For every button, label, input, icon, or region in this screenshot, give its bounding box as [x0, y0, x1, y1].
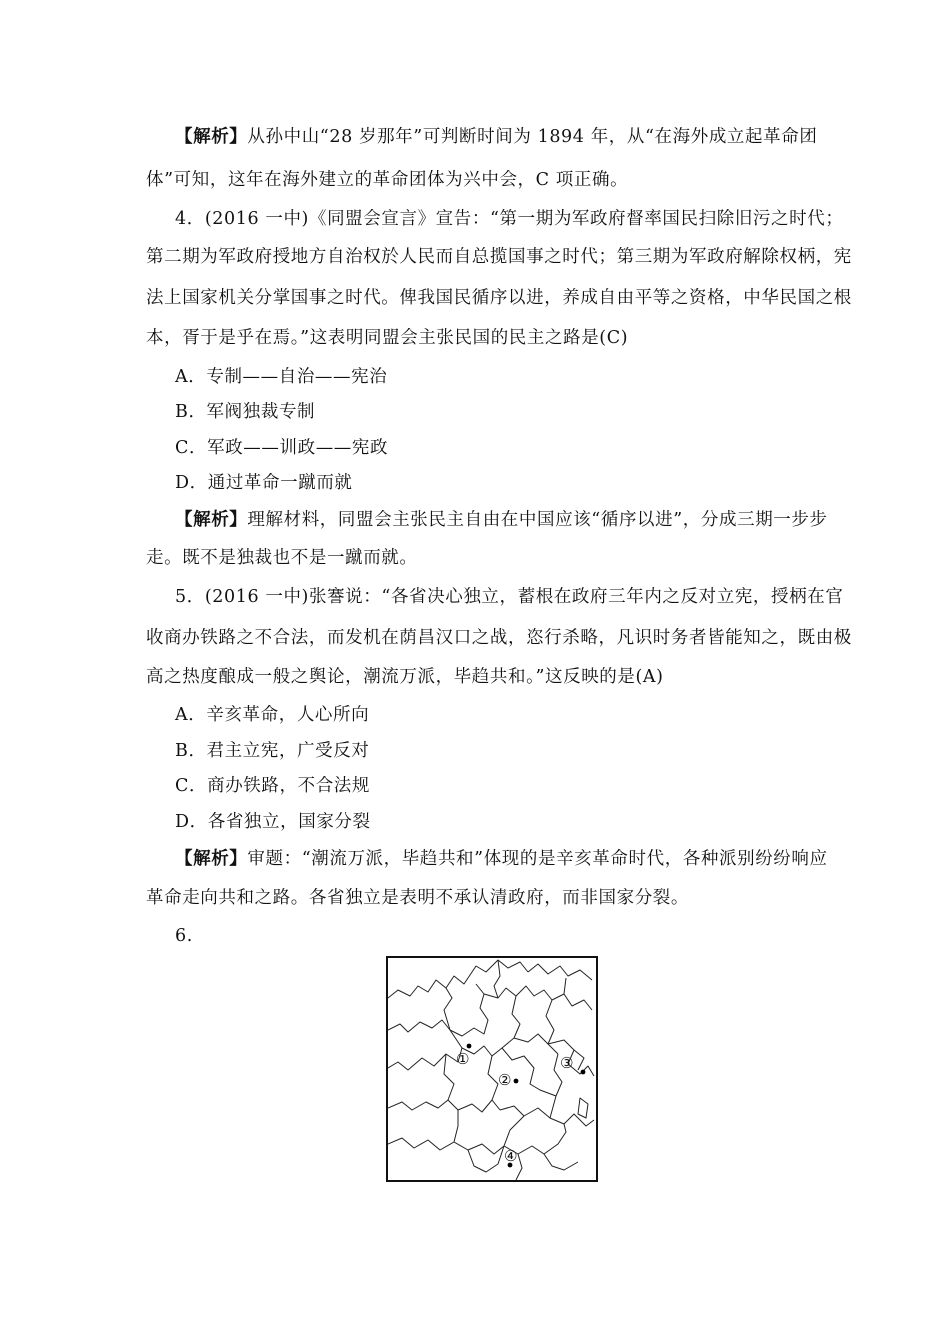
- marker-dot-1: [467, 1044, 472, 1049]
- q4-option-a: A．专制——自治——宪治: [175, 367, 388, 387]
- analysis-text: 从孙中山“28 岁那年”可判断时间为 1894 年，从“在海外成立起革命团: [247, 127, 818, 147]
- q4-option-d: D．通过革命一蹴而就: [175, 473, 353, 493]
- analysis-tag: 【解析】: [175, 510, 248, 530]
- marker-dot-3: [581, 1070, 586, 1075]
- q5-option-a: A．辛亥革命，人心所向: [175, 705, 370, 725]
- q4-stem-line-3: 法上国家机关分掌国事之时代。俾我国民循序以进，养成自由平等之资格，中华民国之根: [146, 288, 852, 308]
- marker-dot-2: [514, 1079, 519, 1084]
- q6-number: 6.: [175, 926, 193, 946]
- q5-analysis-line-2: 革命走向共和之路。各省独立是表明不承认清政府，而非国家分裂。: [146, 888, 689, 908]
- q3-analysis-line-1: [175, 125, 855, 149]
- q4-stem-line-1: 4．(2016 一中)《同盟会宣言》宣告：“第一期为军政府督率国民扫除旧污之时代；: [175, 209, 844, 229]
- analysis-text: 审题：“潮流万派，毕趋共和”体现的是辛亥革命时代，各种派别纷纷响应: [247, 849, 828, 869]
- q4-option-c: C．军政——训政——宪政: [175, 438, 389, 458]
- q4-option-b: B．军阀独裁专制: [175, 402, 316, 422]
- analysis-tag: 【解析】: [175, 849, 248, 869]
- map-label-1: ①: [456, 1050, 470, 1068]
- map-label-4: ④: [504, 1147, 518, 1165]
- q5-option-d: D．各省独立，国家分裂: [175, 812, 371, 832]
- q5-stem-line-2: 收商办铁路之不合法，而发机在荫昌汉口之战，恣行杀略，凡识时务者皆能知之，既由极: [146, 628, 852, 648]
- analysis-text: 理解材料，同盟会主张民主自由在中国应该“循序以进”，分成三期一步步: [247, 510, 828, 530]
- q4-stem-line-2: 第二期为军政府授地方自治权於人民而自总揽国事之时代；第三期为军政府解除权柄，宪: [146, 247, 852, 267]
- q4-analysis-line-1: [175, 508, 855, 532]
- q4-stem-line-4: 本，胥于是乎在焉。”这表明同盟会主张民国的民主之路是(C): [146, 328, 629, 348]
- q5-option-c: C．商办铁路，不合法规: [175, 776, 370, 796]
- q5-option-b: B．君主立宪，广受反对: [175, 741, 370, 761]
- analysis-tag: 【解析】: [175, 127, 248, 147]
- q5-stem-line-3: 高之热度酿成一般之舆论，潮流万派，毕趋共和。”这反映的是(A): [146, 667, 664, 687]
- q5-stem-line-1: 5．(2016 一中)张謇说：“各省决心独立，蓄根在政府三年内之反对立宪，授柄在官: [175, 587, 844, 607]
- map-drawing: [388, 958, 596, 1180]
- map-label-3: ③: [560, 1054, 574, 1072]
- q4-analysis-line-2: 走。既不是独裁也不是一蹴而就。: [146, 548, 418, 568]
- china-map-figure: [386, 956, 598, 1182]
- q3-analysis-line-2: 体”可知，这年在海外建立的革命团体为兴中会，C 项正确。: [146, 170, 629, 190]
- q5-analysis-line-1: [175, 847, 855, 871]
- map-label-2: ②: [498, 1071, 512, 1089]
